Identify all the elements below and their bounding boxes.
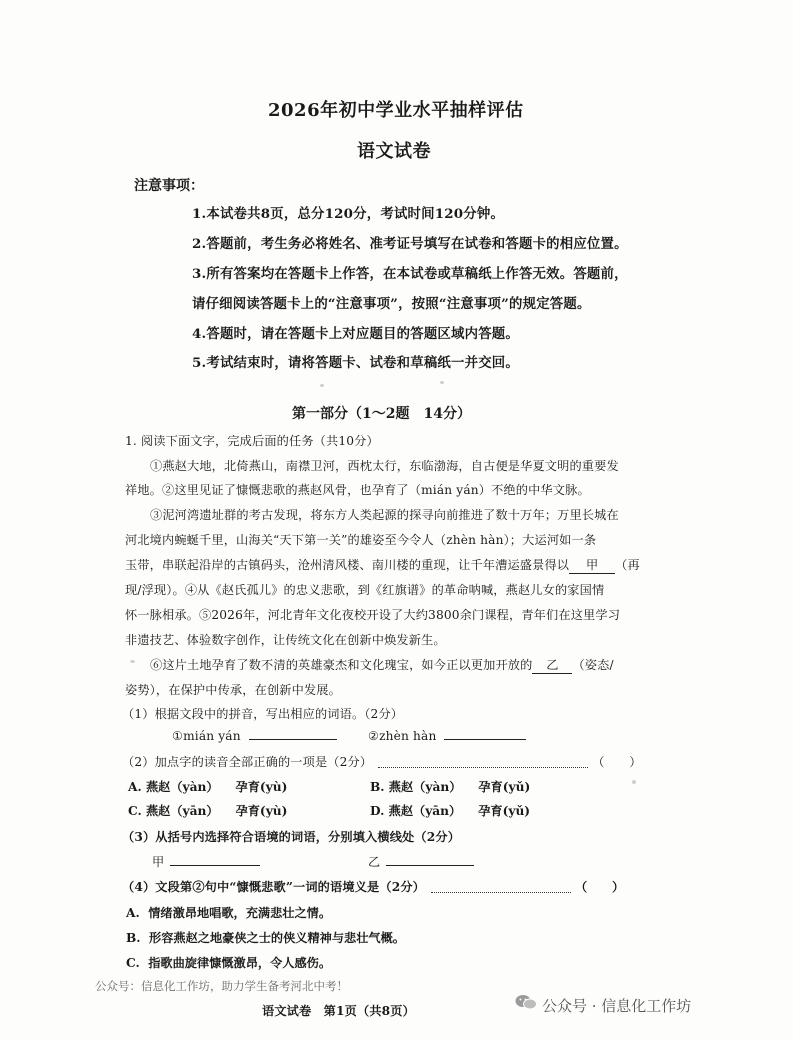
sub-question-4	[122, 878, 624, 895]
scan-dot	[130, 660, 135, 663]
passage-line: 玉带，串联起沿岸的古镇码头，沧州清风楼、南川楼的重现，让千年漕运盛景得以	[125, 558, 570, 572]
page-number: 语文试卷 第1页（共8页）	[262, 1004, 415, 1018]
option-text: 形容燕赵之地豪侠之士的侠义精神与悲壮气概。	[149, 931, 405, 945]
part1-title: 第一部分（1～2题 14分）	[292, 406, 471, 422]
sub-question-1: （1）根据文段中的拼音，写出相应的词语。（2分）	[122, 707, 404, 721]
passage-line: 祥地。②这里见证了慷慨悲歌的燕赵风骨，也孕育了（mián yán）不绝的中华文脉。	[125, 483, 590, 497]
option-label: C.	[128, 804, 142, 818]
jia-options: （再	[615, 558, 640, 572]
option-word-1: 燕赵（yān）	[388, 804, 462, 818]
option-text: 情绪激昂地唱歌，充满悲壮之情。	[148, 906, 332, 920]
sub4-text: （4）文段第②句中“慷慨悲歌”一词的语境义是（2分）	[122, 880, 426, 894]
sub4-option-b[interactable]	[126, 929, 405, 946]
option-label: A.	[126, 906, 140, 920]
answer-blank[interactable]	[249, 739, 337, 740]
sub2-option-c[interactable]	[128, 802, 287, 819]
exam-title: 2026年初中学业水平抽样评估	[268, 100, 524, 121]
sub1-item-b	[368, 729, 526, 743]
question-1-intro: 1. 阅读下面文字，完成后面的任务（共10分）	[125, 434, 379, 448]
answer-blank[interactable]	[444, 739, 526, 740]
wechat-icon	[515, 994, 537, 1010]
sub2-option-a[interactable]	[128, 778, 287, 795]
sub3-yi	[368, 853, 474, 870]
leader-dots	[378, 758, 588, 768]
sub2-text: （2）加点字的读音全部正确的一项是（2分）	[122, 755, 373, 769]
watermark-text: 公众号：信息化工作坊，助力学生备考河北中考！	[95, 979, 348, 993]
notice-item: 4.答题时，请在答题卡上对应题目的答题区域内答题。	[192, 326, 519, 342]
sub1-pinyin-a: ①mián yán	[172, 729, 241, 743]
option-label: C.	[126, 956, 140, 970]
sub1-pinyin-b: ②zhèn hàn	[368, 729, 437, 743]
leader-dots	[431, 883, 571, 893]
passage-line: 现/浮现）。④从《赵氏孤儿》的忠义悲歌，到《红旗谱》的革命呐喊，燕赵儿女的家国情	[125, 583, 605, 597]
sub3-jia	[152, 853, 260, 870]
passage-line: ⑥这片土地孕育了数不清的英雄豪杰和文化瑰宝，如今正以更加开放的	[150, 658, 533, 672]
answer-blank[interactable]	[170, 865, 260, 866]
option-label: A.	[128, 780, 142, 794]
scan-dot	[320, 384, 324, 387]
notice-item: 2.答题前，考生务必将姓名、准考证号填写在试卷和答题卡的相应位置。	[192, 236, 628, 252]
passage-line: ①燕赵大地，北倚燕山，南襟卫河，西枕太行，东临渤海，自古便是华夏文明的重要发	[150, 459, 619, 473]
sub-question-2	[122, 753, 642, 770]
passage-line: 河北境内蜿蜒千里，山海关“天下第一关”的雄姿至今令人（zhèn hàn）；大运河如一条	[125, 533, 597, 547]
option-word-1: 燕赵（yàn）	[145, 780, 219, 794]
notice-item: 3.所有答案均在答题卡上作答，在本试卷或草稿纸上作答无效。答题前，	[192, 266, 628, 282]
notice-item: 请仔细阅读答题卡上的“注意事项”，按照“注意事项”的规定答题。	[192, 296, 591, 312]
sub1-item-a	[172, 729, 337, 743]
sub-question-3: （3）从括号内选择符合语境的词语，分别填入横线处（2分）	[122, 830, 461, 844]
answer-paren[interactable]: （ ）	[592, 755, 642, 769]
sub3-yi-label: 乙	[368, 855, 381, 869]
passage-line: 怀一脉相承。⑤2026年，河北青年文化夜校开设了大约3800余门课程，青年们在这里学习	[125, 608, 621, 622]
option-label: D.	[370, 804, 385, 818]
option-word-1: 燕赵（yàn）	[388, 780, 462, 794]
notice-heading: 注意事项：	[134, 178, 204, 194]
option-word-2: 孕育(yù)	[235, 780, 288, 794]
option-word-2: 孕育(yǔ)	[478, 780, 531, 794]
option-label: B.	[126, 931, 141, 945]
sub4-option-c[interactable]	[126, 954, 331, 971]
sub4-option-a[interactable]	[126, 904, 331, 921]
option-word-1: 燕赵（yān）	[145, 804, 219, 818]
exam-subtitle: 语文试卷	[357, 141, 431, 162]
notice-item: 1.本试卷共8页，总分120分，考试时间120分钟。	[192, 206, 505, 222]
answer-paren[interactable]: （ ）	[575, 880, 625, 894]
blank-jia: 甲	[569, 556, 615, 574]
option-label: B.	[370, 780, 385, 794]
passage-line: 姿势），在保护中传承，在创新中发展。	[125, 683, 341, 697]
sub3-jia-label: 甲	[152, 855, 165, 869]
notice-item: 5.考试结束时，请将答题卡、试卷和草稿纸一并交回。	[192, 355, 519, 371]
answer-blank[interactable]	[386, 865, 474, 866]
sub2-option-b[interactable]	[370, 778, 530, 795]
option-word-2: 孕育(yǔ)	[478, 804, 531, 818]
option-word-2: 孕育(yù)	[235, 804, 288, 818]
passage-line-with-blank-yi	[150, 656, 614, 674]
passage-line-with-blank-jia	[125, 556, 640, 574]
option-text: 指歌曲旋律慷慨激昂，令人感伤。	[148, 956, 332, 970]
scan-dot	[632, 780, 636, 784]
passage-line: 非遗技艺、体验数字创作，让传统文化在创新中焕发新生。	[125, 633, 446, 647]
yi-options: （姿态/	[572, 658, 614, 672]
passage-line: ③泥河湾遗址群的考古发现，将东方人类起源的探寻向前推进了数十万年；万里长城在	[150, 508, 619, 522]
scan-dot	[440, 381, 444, 384]
blank-yi: 乙	[532, 656, 572, 674]
sub2-option-d[interactable]	[370, 802, 530, 819]
account-name: 公众号 · 信息化工作坊	[542, 997, 692, 1015]
